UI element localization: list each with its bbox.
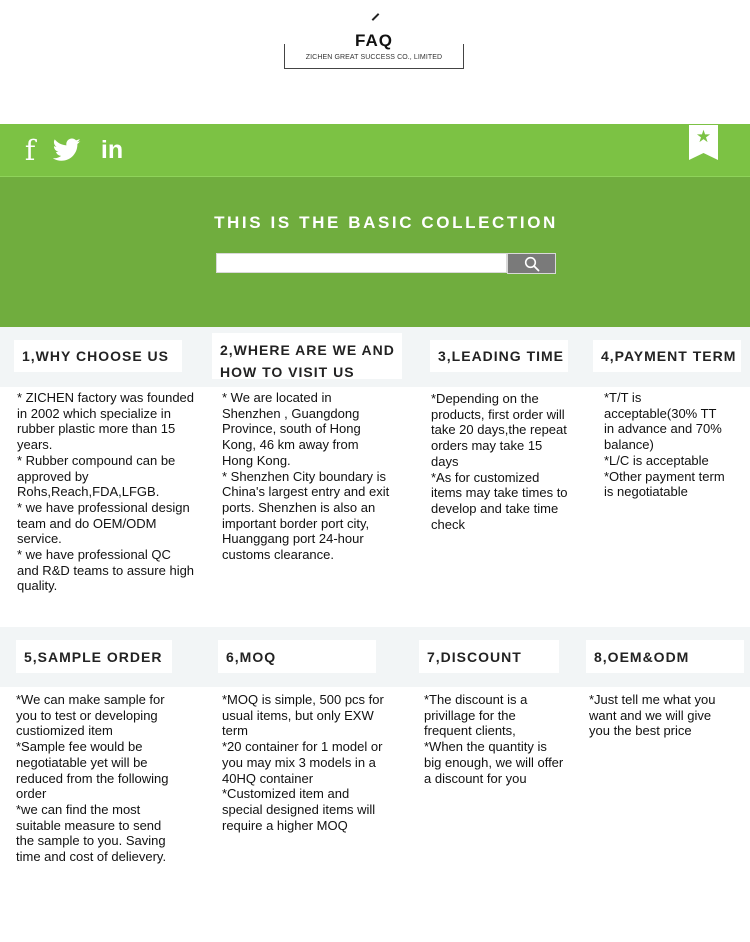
faq-heading-sample-order: 5,SAMPLE ORDER — [16, 640, 172, 673]
faq-heading-where-are-we: 2,WHERE ARE WE AND HOW TO VISIT US — [212, 333, 402, 379]
faq-heading-why-choose-us: 1,WHY CHOOSE US — [14, 340, 182, 372]
faq-answer-why-choose-us: * ZICHEN factory was founded in 2002 which specialize in rubber plastic more than 15 years. * Rubber compound can be approved by Rohs,Reach,FDA,LFGB. * we have professional design team and do OEM/ODM service. * we have professional QC and R&D teams to assure high quality. — [17, 390, 195, 594]
twitter-icon[interactable] — [51, 132, 83, 168]
faq-heading-oem-odm: 8,OEM&ODM — [586, 640, 744, 673]
faq-heading-payment-term: 4,PAYMENT TERM — [593, 340, 741, 372]
faq-heading-leading-time: 3,LEADING TIME — [430, 340, 568, 372]
social-bar — [0, 124, 750, 176]
faq-answer-oem-odm: *Just tell me what you want and we will give you the best price — [589, 692, 716, 739]
star-icon: ★ — [695, 127, 712, 146]
search-icon — [524, 256, 540, 272]
collection-banner — [0, 176, 750, 328]
company-name: ZICHEN GREAT SUCCESS CO., LIMITED — [305, 54, 443, 61]
faq-answer-discount: *The discount is a privillage for the frequent clients, *When the quantity is big enough, we will offer a discount for you — [424, 692, 564, 786]
faq-heading-moq: 6,MOQ — [218, 640, 376, 673]
faq-answer-payment-term: *T/T is acceptable(30% TT in advance and 70% balance) *L/C is acceptable *Other payment term is negotiatable — [604, 390, 725, 500]
facebook-icon[interactable]: f — [24, 133, 36, 167]
faq-answer-where-are-we: * We are located in Shenzhen , Guangdong Province, south of Hong Kong, 46 km away from Hong Kong. * Shenzhen City boundary is China's largest entry and exit ports. Shenzhen is also an important border port city, Huanggang port 24-hour customs clearance. — [222, 390, 390, 563]
faq-answer-leading-time: *Depending on the products, first order will take 20 days,the repeat orders may take 15 days *As for customized items may take times to develop and take time check — [431, 391, 568, 532]
faq-answer-moq: *MOQ is simple, 500 pcs for usual items, but only EXW term *20 container for 1 model or you may mix 3 models in a 40HQ container *Customized item and special designed items will require a higher MOQ — [222, 692, 384, 833]
search-button[interactable] — [507, 253, 556, 274]
linkedin-icon[interactable]: in — [100, 135, 124, 164]
faq-heading-discount: 7,DISCOUNT — [419, 640, 559, 673]
banner-title: THIS IS THE BASIC COLLECTION — [214, 213, 558, 232]
faq-answer-sample-order: *We can make sample for you to test or developing custiomized item *Sample fee would be negotiatable yet will be reduced from the following order *we can find the most suitable measure to send the sample to you. Saving time and cost of delievery. — [16, 692, 169, 865]
page-title: FAQ — [355, 31, 393, 50]
pen-icon — [372, 13, 380, 21]
search-input[interactable] — [216, 253, 507, 273]
